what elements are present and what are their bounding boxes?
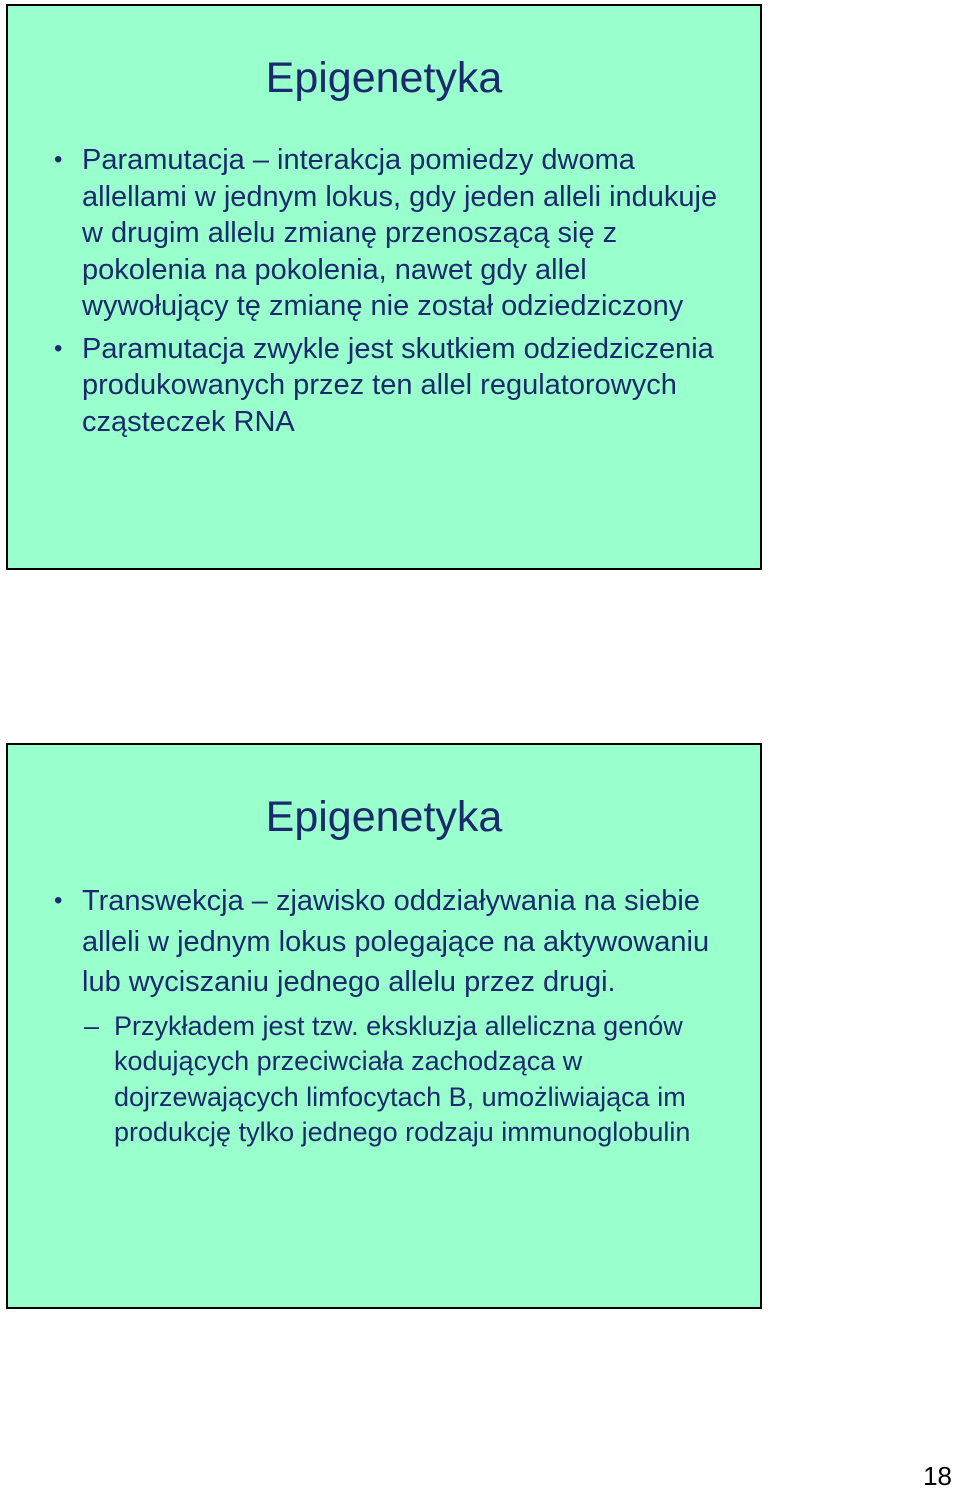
- dash-icon: –: [84, 1010, 100, 1041]
- bullet-item: [50, 881, 740, 1003]
- slide-body: [50, 142, 740, 446]
- slide-body: [50, 881, 740, 1151]
- bullet-item: [50, 142, 740, 325]
- bullet-dot-icon: •: [54, 146, 63, 173]
- slide-2: [6, 743, 762, 1309]
- sub-bullet-text: Przykładem jest tzw. ekskluzja alleliczna genów kodujących przeciwciała zachodząca w dojrzewających limfocytach B, umożliwiająca im produkcję tylko jednego rodzaju immunoglobulin: [114, 1010, 691, 1147]
- bullet-item: [50, 331, 740, 441]
- slide-title: Epigenetyka: [265, 793, 503, 841]
- slide-1: [6, 4, 762, 570]
- slide-title: Epigenetyka: [265, 54, 503, 102]
- bullet-dot-icon: •: [54, 334, 63, 362]
- sub-bullet-item: [50, 1009, 740, 1151]
- bullet-text: Paramutacja zwykle jest skutkiem odziedziczenia produkowanych przez ten allel regulatorowych cząsteczek RNA: [82, 332, 714, 438]
- bullet-dot-icon: •: [54, 887, 63, 914]
- page-number: 18: [923, 1461, 952, 1491]
- bullet-text: Paramutacja – interakcja pomiedzy dwoma allellami w jednym lokus, gdy jeden alleli indukuje w drugim allelu zmianę przenoszącą się z pokolenia na pokolenia, nawet gdy allel wywołujący tę zmianę nie został odziedziczony: [82, 144, 718, 322]
- bullet-text: Transwekcja – zjawisko oddziaływania na siebie alleli w jednym lokus polegające na aktywowaniu lub wyciszaniu jednego allelu przez drugi.: [82, 885, 710, 998]
